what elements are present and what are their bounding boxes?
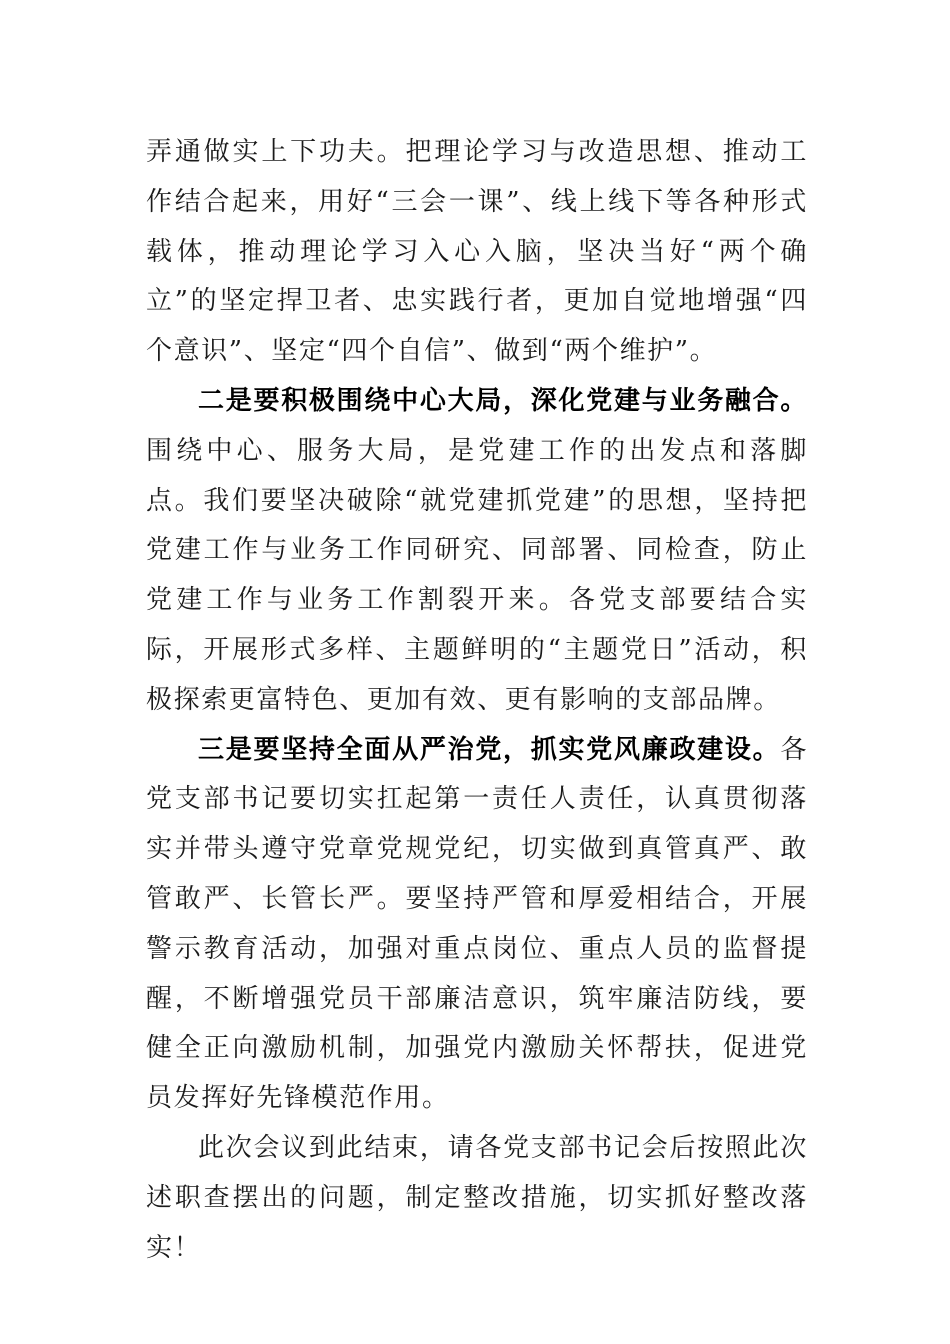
document-body bbox=[146, 128, 808, 1273]
paragraph-closing bbox=[146, 1124, 808, 1273]
paragraph-heading: 二是要积极围绕中心大局，深化党建与业务融合。 bbox=[198, 385, 808, 416]
paragraph-continuation bbox=[146, 128, 808, 377]
paragraph-text: 各党支部书记要切实扛起第一责任人责任，认真贯彻落实并带头遵守党章党规党纪，切实做到真管真严、敢管敢严、长管长严。要坚持严管和厚爱相结合，开展警示教育活动，加强对重点岗位、重点人员的监督提醒，不断增强党员干部廉洁意识，筑牢廉洁防线，要健全正向激励机制，加强党内激励关怀帮扶，促进党员发挥好先锋模范作用。 bbox=[146, 734, 808, 1114]
paragraph-text: 围绕中心、服务大局，是党建工作的出发点和落脚点。我们要坚决破除“就党建抓党建”的思想，坚持把党建工作与业务工作同研究、同部署、同检查，防止党建工作与业务工作割裂开来。各党支部要结合实际，开展形式多样、主题鲜明的“主题党日”活动，积极探索更富特色、更加有效、更有影响的支部品牌。 bbox=[146, 435, 808, 715]
paragraph-text: 此次会议到此结束，请各党支部书记会后按照此次述职查摆出的问题，制定整改措施，切实抓好整改落实！ bbox=[146, 1132, 808, 1263]
paragraph-heading: 三是要坚持全面从严治党，抓实党风廉政建设。 bbox=[198, 734, 781, 765]
paragraph-text: 弄通做实上下功夫。把理论学习与改造思想、推动工作结合起来，用好“三会一课”、线上线下等各种形式载体，推动理论学习入心入脑，坚决当好“两个确立”的坚定捍卫者、忠实践行者，更加自觉地增强“四个意识”、坚定“四个自信”、做到“两个维护”。 bbox=[146, 137, 809, 367]
paragraph-point-three bbox=[146, 726, 808, 1124]
paragraph-point-two bbox=[146, 377, 808, 726]
